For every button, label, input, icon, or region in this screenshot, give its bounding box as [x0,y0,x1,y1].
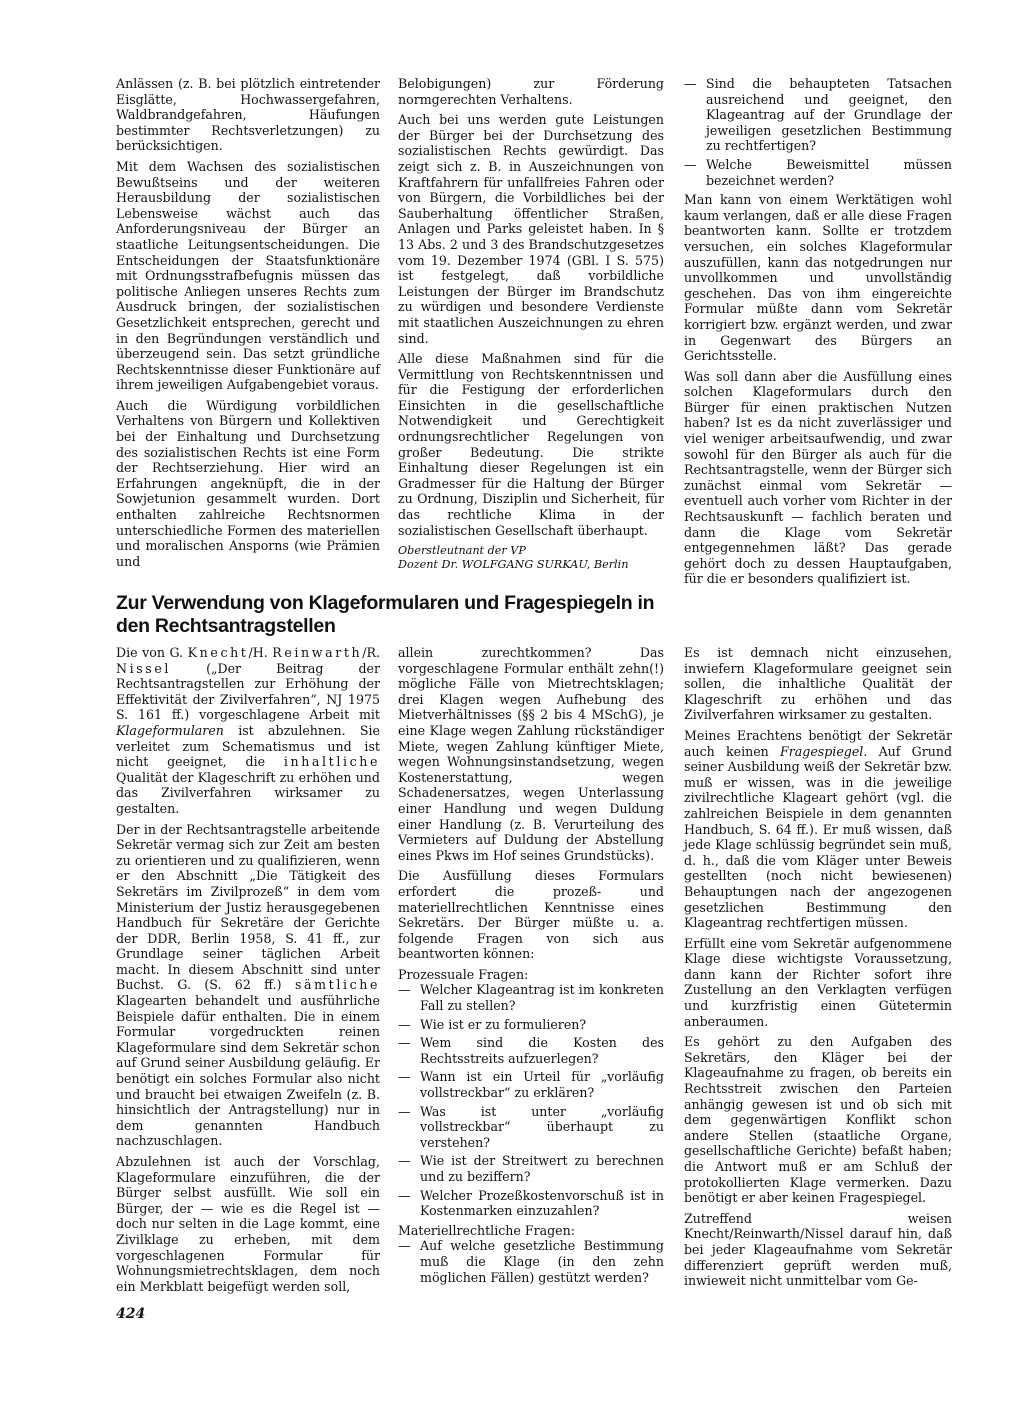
author-name-nissel: Nissel [116,660,172,676]
list-item: — Wem sind die Kosten des Rechtsstreits aufzuerlegen? [398,1035,664,1066]
list-item: — Auf welche gesetzliche Bestimmung muß die Klage (in den zehn möglichen Fällen) gestützt werden? [398,1238,664,1285]
author-name-reinwarth: Reinwarth [272,645,363,660]
paragraph: Alle diese Maßnahmen sind für die Vermittlung von Rechtskenntnissen und für die Festigung der erforderlichen Einsichten in die gesellschaftliche Notwendigkeit und Gerechtigkeit ordnungsrechtlicher Regelungen von großer Bedeutung. Die strikte Einhaltung dieser Regelungen ist ein Gradmesser für die Haltung der Bürger zu Ordnung, Disziplin und Sicherheit, für das rechtliche Klima in der sozialistischen Gesellschaft überhaupt. [398,351,664,538]
subheading-procedural: Prozessuale Fragen: [398,966,529,982]
paragraph: Anlässen (z. B. bei plötzlich eintretender Eisglätte, Hochwassergefahren, Waldbrandgefahren, Häufungen bestimmter Rechtsverletzungen) zu berücksichtigen. [116,76,380,154]
text-run: Der in der Rechtsantragstelle arbeitende Sekretär vermag sich zur Zeit am besten zu orientieren und zu qualifizieren, wenn er den Abschnitt „Die Tätigkeit des Sekretärs im Zivilprozeß“ in dem vom Ministerium der Justiz herausgegebenen Handbuch für Sekretäre der Gerichte der DDR, Berlin 1958, S. 41 ff., zur Grundlage seiner täglichen Arbeit macht. In diesem Abschnitt sind unter Buchst. G. (S. 62 ff.) [116,821,380,993]
text-run: Klagearten behandelt und ausführliche Beispiele dafür enthalten. Die in einem Formular vorgedruckten reinen Klageformulare sind dem Sekretär schon auf Grund seiner Ausbildung geläufig. Er benötigt ein solches Formular also nicht und braucht bei etwaigen Zweifeln (z. B. hinsichtlich der Antragstellung) nur in dem genannten Handbuch nachzuschlagen. [116,993,380,1149]
emphasis: Fragespiegel. [780,743,868,759]
paragraph: Es gehört zu den Aufgaben des Sekretärs, den Kläger bei der Klageaufnahme zu fragen, ob bereits ein Rechtsstreit zwischen den Parteien anhängig gewesen ist und ob sich mit dem gegenwärtigen Konflikt schon andere Stellen (staatliche Organe, gesellschaftliche Gerichte) befaßt haben; die Antwort muß er am Schluß der protokollierten Klage vermerken. Dazu benötigt er aber keinen Fragespiegel. [684,1034,952,1206]
list-item: — Welcher Prozeßkostenvorschuß ist in Kostenmarken einzuzahlen? [398,1188,664,1219]
text-run: Auf Grund seiner Ausbildung weiß der Sekretär bzw. muß er wissen, was in die jeweilige zivilrechtliche Klageart gehört (vgl. die zahlreichen Beispiele in dem genannten Handbuch, S. 64 ff.). Er muß wissen, daß jede Klage schlüssig begründet sein muß, d. h., daß die vom Kläger unter Beweis gestellten (noch nicht bewiesenen) Behauptungen nach der angezogenen gesetzlichen Bestimmung den Klageantrag rechtfertigen müssen. [684,743,952,931]
article-title: Zur Verwendung von Klageformularen und Fragespiegeln in den Rechtsantragstellen [116,592,655,637]
text-run: /H. [248,645,268,660]
paragraph [116,822,380,1149]
text-run: Qualität der Klageschrift zu erhöhen und das Zivilverfahren wirksamer zu gestalten. [116,769,380,816]
top-column-1 [116,76,380,574]
text-run: /R. [362,645,380,660]
paragraph [116,645,380,817]
procedural-question-list [398,982,664,1218]
paragraph: Mit dem Wachsen des sozialistischen Bewußtseins und der weiteren Herausbildung der sozialistischen Lebensweise wächst auch das Anforderungsniveau der Bürger an staatliche Leitungsentscheidungen. Die Entscheidungen der Staatsfunktionäre mit Ordnungsstrafbefugnis müssen das politische Anliegen unseres Rechts zum Ausdruck bringen, der sozialistischen Gesetzlichkeit entsprechen, gerecht und in den Begründungen verständlich und überzeugend sein. Das setzt gründliche Rechtskenntnisse dieser Funktionäre auf ihrem jeweiligen Aufgabengebiet voraus. [116,158,380,393]
paragraph: Auch die Würdigung vorbildlichen Verhaltens von Bürgern und Kollektiven bei der Einhaltung und Durchsetzung des sozialistischen Rechts ist eine Form der Rechtserziehung. Hier wird an Erfahrungen angeknüpft, die in der Sowjetunion gesammelt wurden. Dort enthalten zahlreiche Rechtsnormen unterschiedliche Formen des materiellen und moralischen Ansporns (wie Prämien und [116,397,380,569]
text-run: ist abzulehnen. Sie verleitet zum Schematismus und ist nicht geeignet, die [116,722,380,770]
paragraph: Die Ausfüllung dieses Formulars erfordert die prozeß- und materiellrechtlichen Kenntnisse eines Sekretärs. Der Bürger müßte u. a. folgende Fragen von sich aus beantworten können: [398,868,664,962]
list-item: — Was ist unter „vorläufig vollstreckbar“ überhaupt zu verstehen? [398,1104,664,1151]
list-item: — Sind die behaupteten Tatsachen ausreichend und geeignet, den Klageantrag auf der Grundlage der jeweiligen gesetzlichen Bestimmung zu rechtfertigen? [684,76,952,154]
paragraph: Es ist demnach nicht einzusehen, inwiefern Klageformulare geeignet sein sollen, die inhaltliche Qualität der Klageschrift zu erhöhen und das Zivilverfahren wirksamer zu gestalten. [684,645,952,723]
text-run: („Der Beitrag der Rechtsantragstellen zur Erhöhung der Effektivität der Zivilverfahren“, NJ 1975 S. 161 ff.) vorgeschlagene Arbeit mit [116,660,380,723]
text-run: Die von G. [116,645,184,660]
list-item: — Welcher Klageantrag ist im konkreten Fall zu stellen? [398,982,664,1013]
page-number: 424 [116,1306,146,1322]
paragraph: Belobigungen) zur Förderung normgerechten Verhaltens. [398,76,664,107]
paragraph: Zutreffend weisen Knecht/Reinwarth/Nissel darauf hin, daß bei jeder Klageaufnahme vom Sekretär differenziert geprüft werden muß, inwieweit nicht unmittelbar vom Ge- [684,1210,952,1289]
emphasis-spaced: inhaltliche [283,754,380,770]
material-question-list [398,1238,664,1285]
article-column-1 [116,645,380,1299]
paragraph: Erfüllt eine vom Sekretär aufgenommene Klage diese wichtigste Voraussetzung, dann kann der Richter sofort ihre Zustellung an den Verklagten verfügen und kurzfristig einen Gütetermin anberaumen. [684,935,952,1029]
list-item: — Wie ist der Streitwert zu berechnen und zu beziffern? [398,1153,664,1184]
paragraph: Abzulehnen ist auch der Vorschlag, Klageformulare einzuführen, die der Bürger selbst ausfüllt. Wie soll ein Bürger, der — wie es die Regel ist — doch nur selten in die Lage kommt, eine Zivilklage zu erheben, mit dem vorgeschlagenen Formular für Wohnungsmietrechtsklagen, dem noch ein Merkblatt beigefügt werden soll, [116,1154,380,1294]
subheading-material: Materiellrechtliche Fragen: [398,1222,575,1238]
paragraph: Man kann von einem Werktätigen wohl kaum verlangen, daß er alle diese Fragen beantworten kann. Sollte er trotzdem versuchen, ein solches Klageformular auszufüllen, kann das notgedrungen nur unvollkommen und unvollständig geschehen. Das von ihm eingereichte Formular müßte dann vom Sekretär korrigiert bzw. ergänzt werden, und zwar in Gegenwart des Bürgers an Gerichtsstelle. [684,192,952,364]
text-run: Meines Erachtens benötigt der Sekretär auch keinen [684,727,952,759]
article-column-3 [684,645,952,1294]
list-item: — Wie ist er zu formulieren? [398,1017,664,1033]
paragraph: allein zurechtkommen? Das vorgeschlagene Formular enthält zehn(!) mögliche Fälle von Mietrechtsklagen; drei Klagen wegen Aufhebung des Mietverhältnisses (§§ 2 bis 4 MSchG), je eine Klage wegen Zahlung rückständiger Miete, wegen Zahlung künftiger Miete, wegen Wohnungsinstandsetzung, wegen Kostenerstattung, wegen Schadenersatzes, wegen Unterlassung einer Handlung und wegen Duldung einer Handlung (z. B. Verurteilung des Vermieters auf Duldung der Abstellung eines Pkws im Hof seines Grundstücks). [398,645,664,863]
author-rank: Oberstleutnant der VP [398,544,526,558]
list-item: — Wann ist ein Urteil für „vorläufig vollstreckbar“ zu erklären? [398,1069,664,1100]
paragraph: Was soll dann aber die Ausfüllung eines solchen Klageformulars durch den Bürger für einen praktischen Nutzen haben? Ist es da nicht zuverlässiger und viel weniger arbeitsaufwendig, und zwar sowohl für den Bürger als auch für die Rechtsantragstelle, wenn der Bürger sich zunächst einmal vom Sekretär — eventuell auch vorher vom Richter in der Rechtsauskunft — fachlich beraten und dann die Klage vom Sekretär entgegennehmen läßt? Das gerade gehört doch zu dessen Hauptaufgaben, für die er besonders qualifiziert ist. [684,368,952,587]
paragraph [684,728,952,931]
list-item: — Welche Beweismittel müssen bezeichnet werden? [684,157,952,188]
author-name: Dozent Dr. WOLFGANG SURKAU, Berlin [398,557,629,571]
emphasis: Klageformularen [116,722,224,738]
top-column-2 [398,76,664,571]
question-list [684,76,952,188]
emphasis-spaced: sämtliche [294,977,380,993]
author-byline [398,544,664,571]
paragraph: Auch bei uns werden gute Leistungen der Bürger bei der Durchsetzung des sozialistischen Rechts gewürdigt. Das zeigt sich z. B. in Auszeichnungen von Kraftfahrern für unfallfreies Fahren oder von Bürgern, die Vorbildliches bei der Sauberhaltung öffentlicher Straßen, Anlagen und Parks geleistet haben. In § 13 Abs. 2 und 3 des Brandschutzgesetzes vom 19. Dezember 1974 (GBl. I S. 575) ist festgelegt, daß vorbildliche Leistungen der Bürger im Brandschutz zu würdigen und besondere Verdienste mit staatlichen Auszeichnungen zu ehren sind. [398,112,664,346]
author-name-knecht: Knecht [187,645,249,660]
top-column-3 [684,76,952,592]
article-column-2 [398,645,664,1289]
